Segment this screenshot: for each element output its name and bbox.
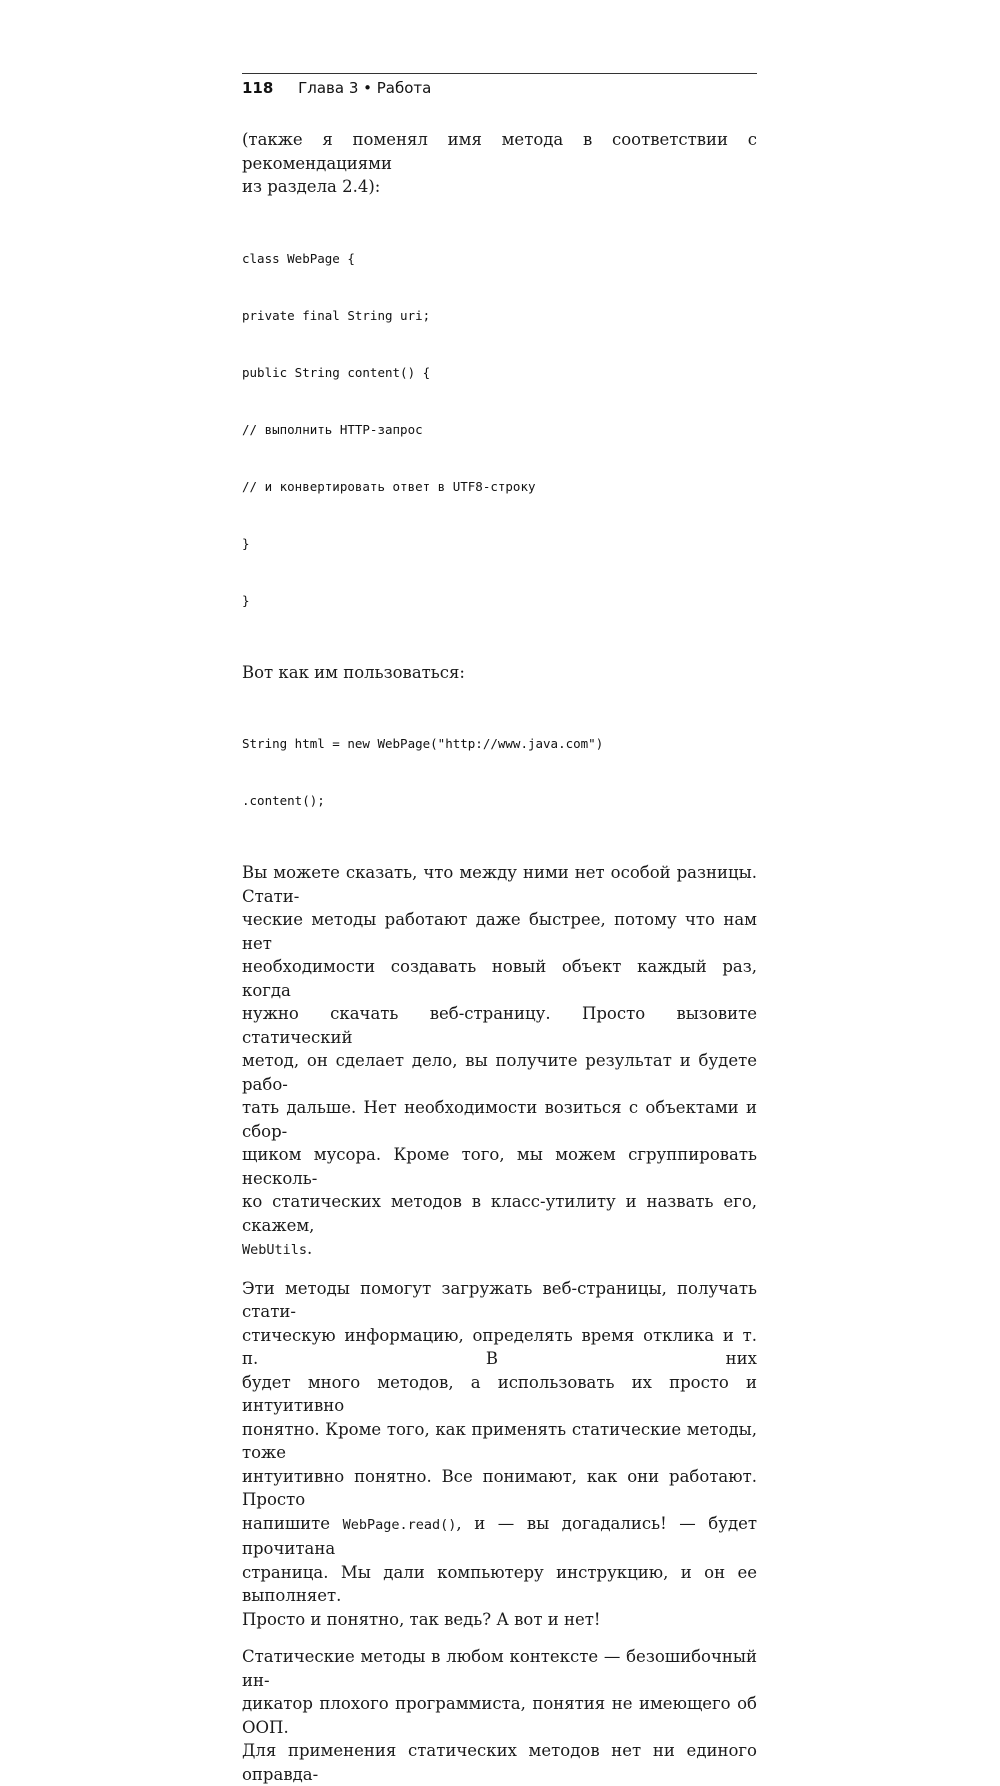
- code-block-usage: String html = new WebPage("http://www.java.com") .content();: [242, 736, 604, 808]
- code-block-webpage-class: class WebPage { private final String uri; public String content() { // выполнить HTTP-запрос // и конвертировать ответ в UTF8-строку } }: [242, 250, 536, 608]
- paragraph-1: Вы можете сказать, что между ними нет особой разницы. Стати- ческие методы работают даже быстрее, потому что нам нет необходимости создавать новый объект каждый раз, когда нужно скачать веб-страницу. Просто вызовите статический метод, он сделает дело, вы получите результат и будете рабо- тать дальше. Нет необходимости возиться с объектами и сбор- щиком мусора. Кроме того, мы можем сгруппировать несколь- ко статических методов в класс-утилиту и назвать его, скажем, WebUtils.: [242, 863, 757, 1258]
- usage-intro: Вот как им пользоваться:: [242, 662, 465, 682]
- inline-code-webpage-read: WebPage.read(): [342, 1516, 457, 1533]
- running-header: [242, 79, 431, 97]
- paragraph-3: Статические методы в любом контексте — безошибочный ин- дикатор плохого программиста, понятия не имеющего об ООП. Для применения статических методов нет ни единого оправда-: [242, 1647, 757, 1784]
- page-number: 118: [242, 79, 274, 97]
- header-rule: [242, 73, 757, 74]
- chapter-title: Глава 3 • Работа: [298, 79, 432, 97]
- page-body: [242, 128, 757, 1786]
- intro-paragraph: (также я поменял имя метода в соответствии с рекомендациями из раздела 2.4):: [242, 130, 757, 196]
- inline-code-webutils: WebUtils: [242, 1242, 308, 1258]
- paragraph-2: Эти методы помогут загружать веб-страницы, получать стати- стическую информацию, определять время отклика и т. п. В них будет много методов, а использовать их просто и интуитивно понятно. Кроме того, как применять статические методы, тоже интуитивно понятно. Все понимают, как они работают. Просто напишите WebPage.read(), и — вы догадались! — будет прочитана страница. Мы дали компьютеру инструкцию, и он ее выполняет. Просто и понятно, так ведь? А вот и нет!: [242, 1278, 758, 1629]
